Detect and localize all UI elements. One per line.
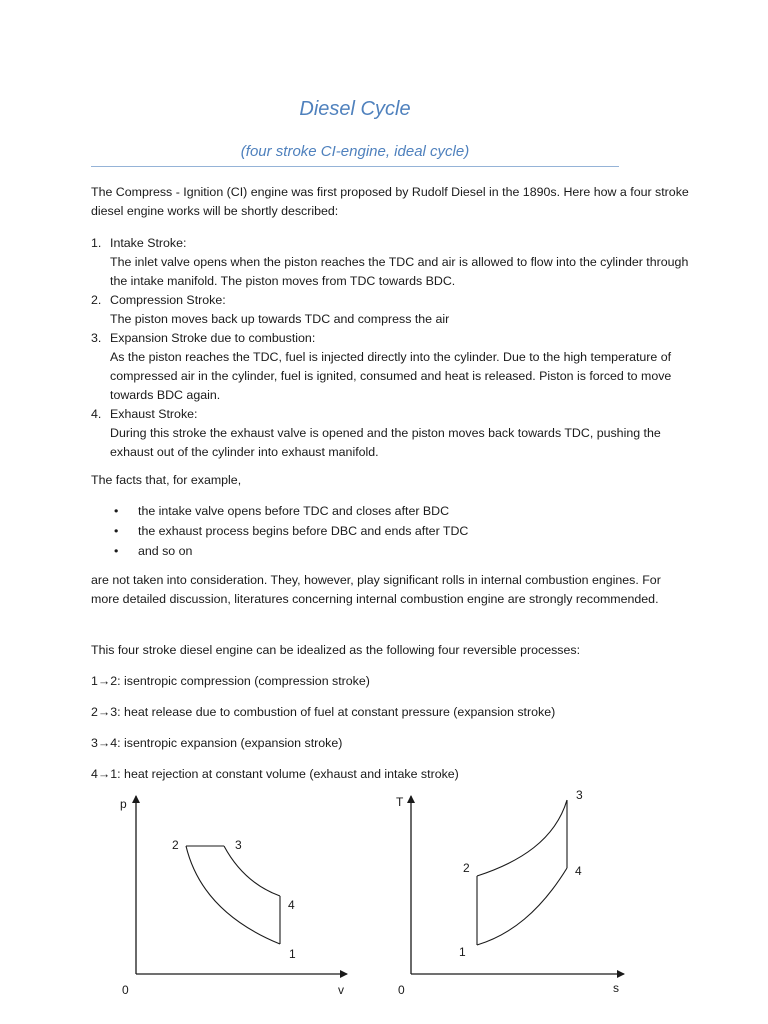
pv-process-3-4: [224, 846, 280, 896]
stroke-number: 1.: [91, 236, 102, 250]
ts-point-2: 2: [463, 861, 470, 875]
pv-x-label: v: [338, 983, 344, 997]
process-4-1: 4→1: heat rejection at constant volume (exhaust and intake stroke): [91, 767, 459, 781]
stroke-item: [91, 405, 691, 462]
pv-point-4: 4: [288, 898, 295, 912]
stroke-heading: Compression Stroke:: [110, 293, 226, 307]
stroke-heading: Intake Stroke:: [110, 236, 187, 250]
ts-process-2-3: [477, 800, 567, 876]
facts-intro: The facts that, for example,: [91, 473, 242, 487]
ts-x-label: s: [613, 981, 619, 995]
ts-point-3: 3: [576, 788, 583, 802]
pv-origin-label: 0: [122, 983, 129, 997]
ts-origin-label: 0: [398, 983, 405, 997]
intro-paragraph: The Compress - Ignition (CI) engine was first proposed by Rudolf Diesel in the 1890s. Here how a four stroke diesel engine works will be shortly described:: [91, 185, 689, 218]
pv-diagram: [120, 796, 347, 997]
pv-point-3: 3: [235, 838, 242, 852]
page-subtitle: (four stroke CI-engine, ideal cycle): [240, 143, 470, 160]
process-2-3: 2→3: heat release due to combustion of fuel at constant pressure (expansion stroke): [91, 705, 556, 719]
stroke-list: [91, 234, 691, 462]
ts-y-label: T: [396, 795, 404, 809]
fact-item: • the exhaust process begins before DBC and ends after TDC: [110, 521, 468, 541]
stroke-body: As the piston reaches the TDC, fuel is injected directly into the cylinder. Due to the high temperature of compressed air in the cylinder, fuel is ignited, consumed and heat is released. Piston is forced to move towards BDC again.: [110, 350, 672, 402]
facts-list: [110, 501, 468, 561]
page-title: Diesel Cycle: [299, 98, 411, 120]
ts-diagram: [396, 788, 624, 997]
process-3-4: 3→4: isentropic expansion (expansion stroke): [91, 736, 343, 750]
ts-point-4: 4: [575, 864, 582, 878]
pv-point-2: 2: [172, 838, 179, 852]
stroke-number: 4.: [91, 407, 102, 421]
idealized-paragraph: This four stroke diesel engine can be idealized as the following four reversible processes:: [91, 643, 581, 657]
stroke-heading: Expansion Stroke due to combustion:: [110, 331, 316, 345]
stroke-body: The piston moves back up towards TDC and compress the air: [110, 312, 450, 326]
stroke-number: 2.: [91, 293, 102, 307]
cycle-diagrams: [0, 780, 768, 1024]
consideration-paragraph: are not taken into consideration. They, however, play significant rolls in internal combustion engines. For more detailed discussion, literatures concerning internal combustion engine are strongly recommended.: [91, 573, 661, 606]
ts-point-1: 1: [459, 945, 466, 959]
stroke-heading: Exhaust Stroke:: [110, 407, 198, 421]
stroke-body: The inlet valve opens when the piston reaches the TDC and air is allowed to flow into the cylinder through the intake manifold. The piston moves from TDC towards BDC.: [110, 255, 689, 288]
pv-y-label: p: [120, 797, 127, 811]
title-divider: [91, 166, 619, 167]
ts-process-4-1: [477, 868, 567, 945]
process-1-2: 1→2: isentropic compression (compression stroke): [91, 674, 370, 688]
stroke-body: During this stroke the exhaust valve is opened and the piston moves back towards TDC, pushing the exhaust out of the cylinder into exhaust manifold.: [110, 426, 661, 459]
stroke-number: 3.: [91, 331, 102, 345]
stroke-item: [91, 234, 691, 291]
stroke-item: [91, 291, 691, 329]
stroke-item: [91, 329, 691, 405]
pv-point-1: 1: [289, 947, 296, 961]
fact-item: • and so on: [110, 541, 468, 561]
fact-item: • the intake valve opens before TDC and closes after BDC: [110, 501, 468, 521]
